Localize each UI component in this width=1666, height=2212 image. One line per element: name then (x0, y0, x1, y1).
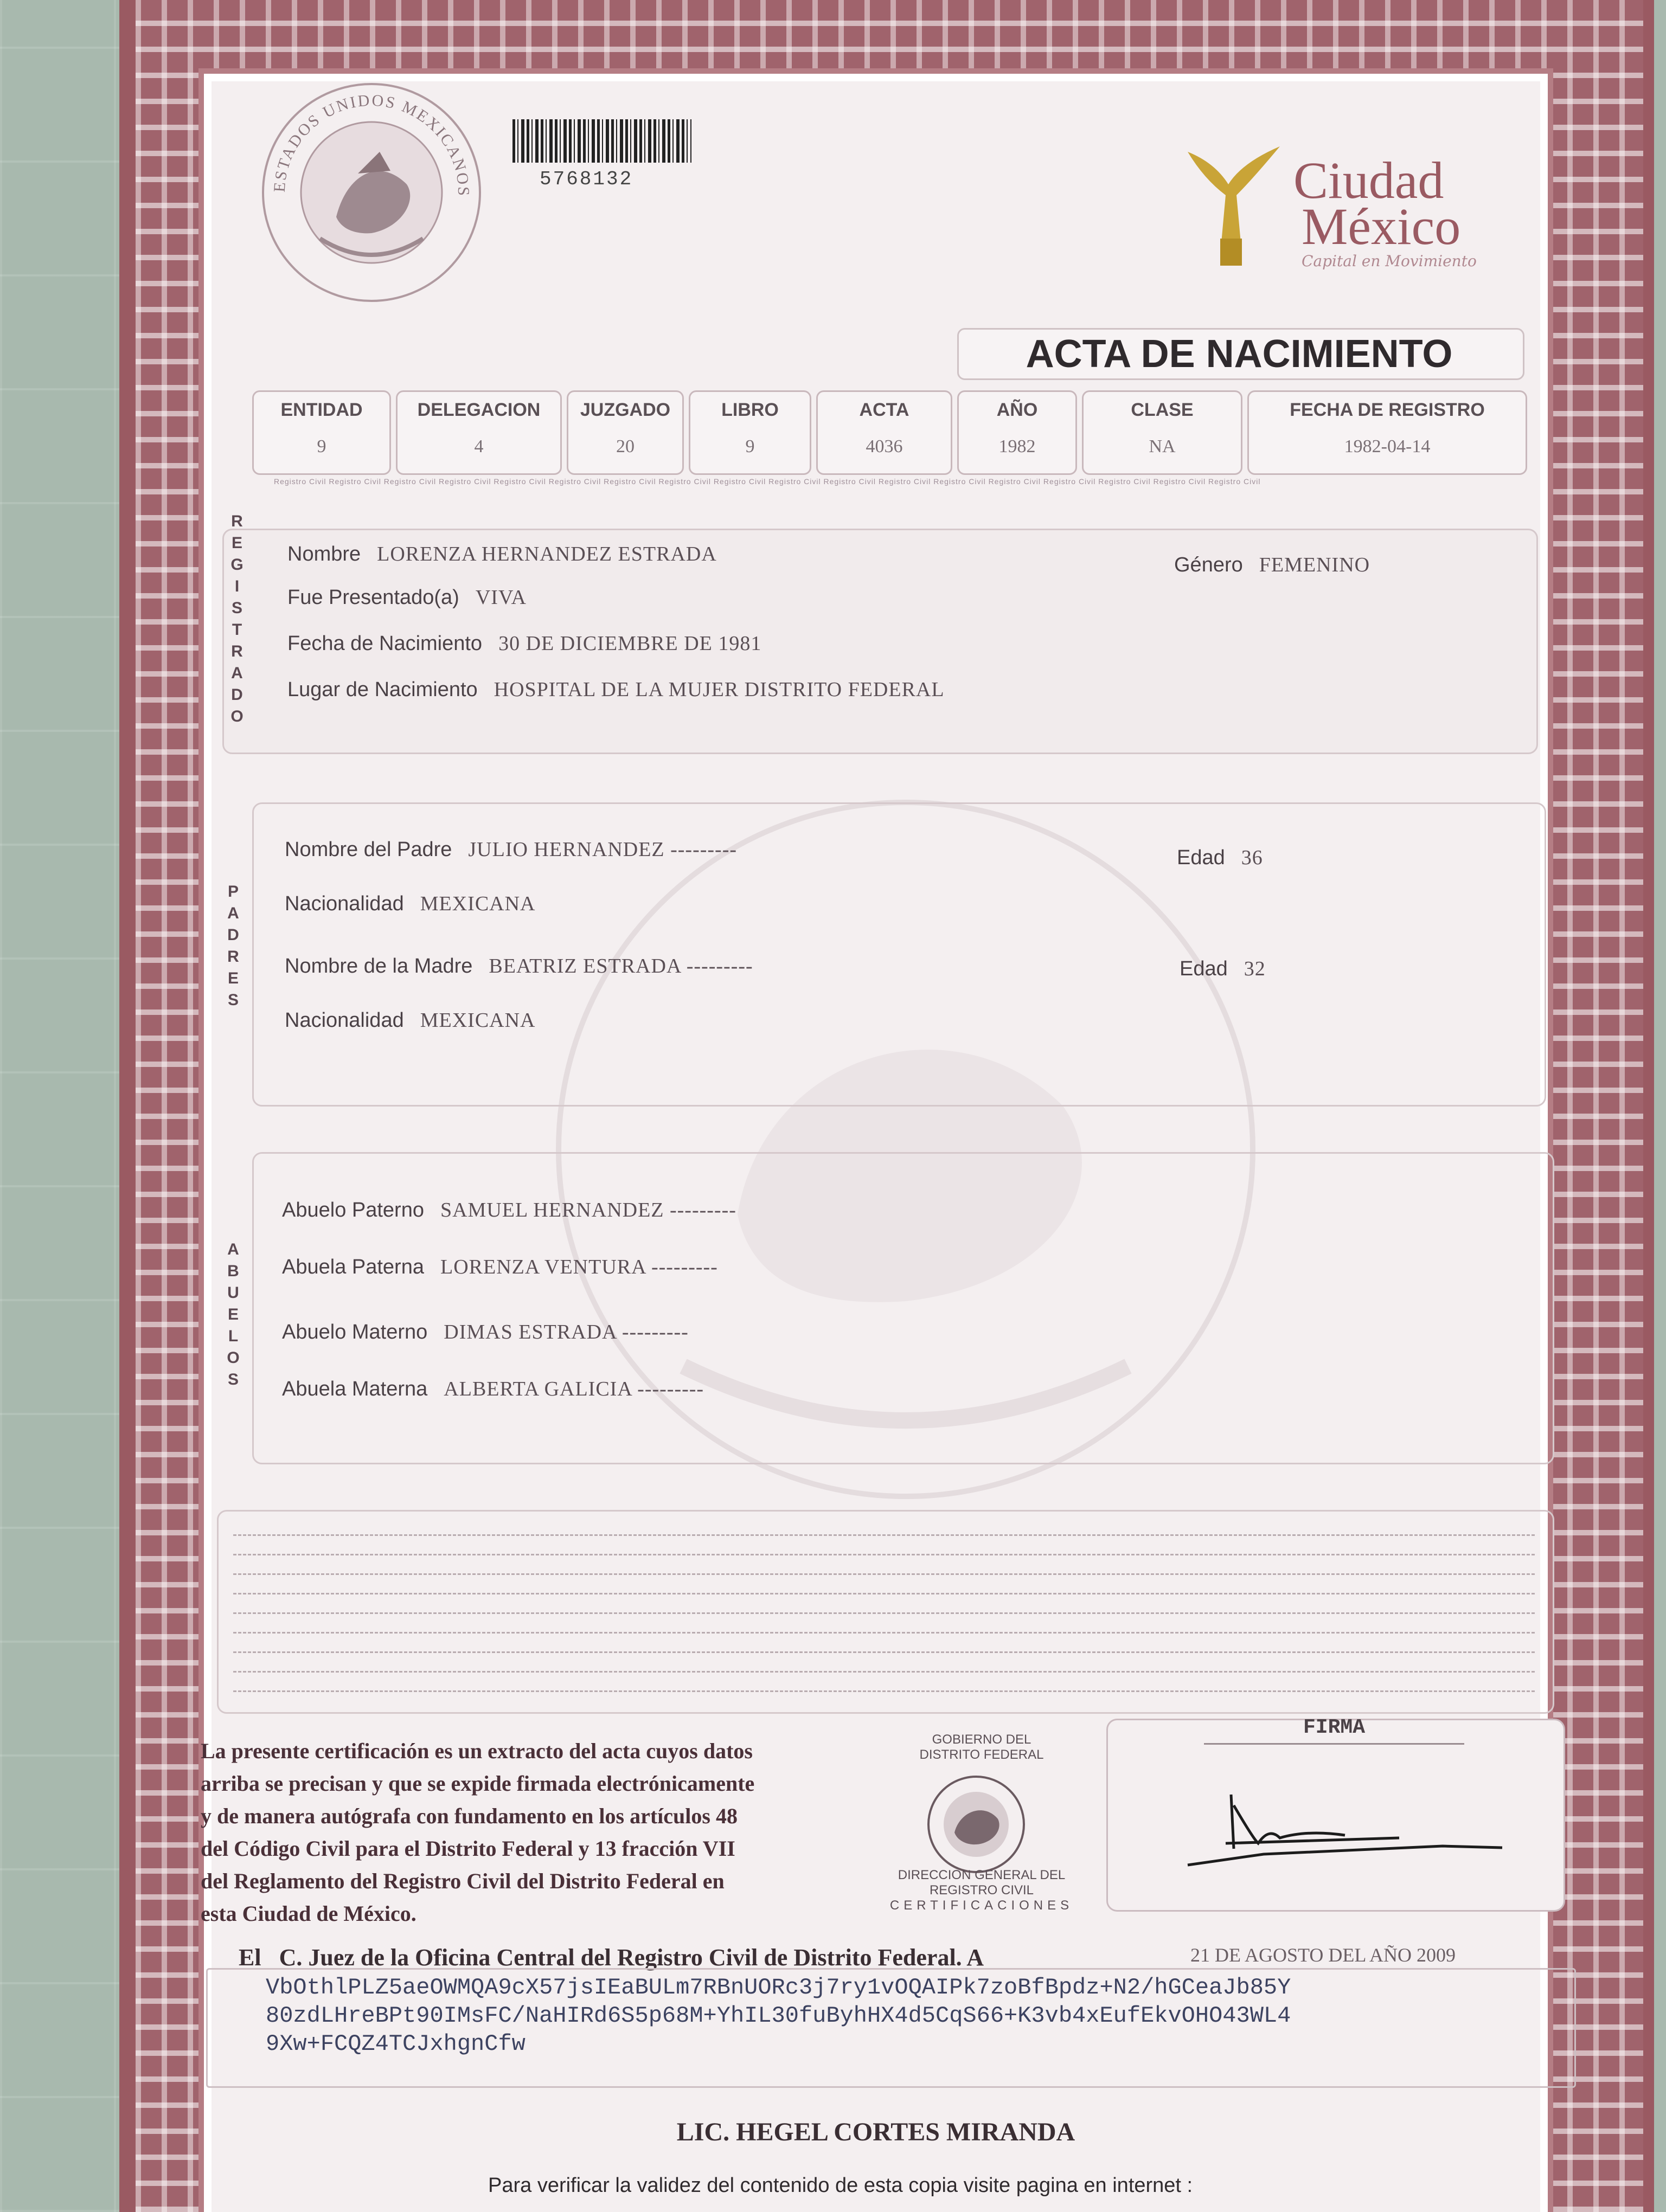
annotations-section (217, 1510, 1554, 1714)
mini-seal-bottom-line2: REGISTRO CIVIL (929, 1883, 1034, 1898)
mini-seal-bottom-line1: DIRECCION GENERAL DEL (898, 1868, 1066, 1882)
annotation-line (233, 1534, 1535, 1536)
header-field-value: 4036 (866, 436, 903, 456)
background-surface (0, 0, 136, 2212)
side-letter: T (232, 621, 242, 639)
side-letter: A (227, 904, 239, 922)
header-field-label: CLASE (1131, 400, 1194, 420)
handwritten-signature (1182, 1784, 1508, 1876)
mini-seal-top-line1: GOBIERNO DEL (932, 1732, 1031, 1747)
legal-text-line: arriba se precisan y que se expide firmada electrónicamente (201, 1771, 755, 1796)
side-letter: E (231, 534, 242, 552)
annotation-line (233, 1671, 1535, 1673)
abuelos-side-label (222, 1240, 244, 1392)
side-letter: B (227, 1262, 239, 1280)
madre-nacionalidad-row (285, 1008, 536, 1032)
abuela-materna-label: Abuela Materna (282, 1378, 428, 1400)
madre-edad-value: 32 (1244, 957, 1266, 980)
legal-text-line: y de manera autógrafa con fundamento en los artículos 48 (201, 1804, 738, 1828)
verify-text: Para verificar la validez del contenido de esta copia visite pagina en internet : (488, 2174, 1193, 2197)
lugar-nacimiento-label: Lugar de Nacimiento (287, 678, 478, 701)
padre-value: JULIO HERNANDEZ --------- (468, 838, 738, 861)
header-field-0 (252, 390, 391, 475)
annotation-line (233, 1632, 1535, 1634)
padres-side-label (222, 883, 244, 1013)
side-letter: O (230, 708, 244, 725)
legal-text-line: del Código Civil para el Distrito Federal y 13 fracción VII (201, 1836, 735, 1861)
madre-edad-row (1180, 957, 1266, 981)
mini-seal-top-line2: DISTRITO FEDERAL (919, 1747, 1044, 1762)
padre-nacionalidad-label: Nacionalidad (285, 892, 404, 915)
abuela-paterna-value: LORENZA VENTURA --------- (440, 1256, 718, 1278)
abuelo-paterno-row (282, 1198, 736, 1222)
side-letter: L (228, 1327, 239, 1345)
presentado-label: Fue Presentado(a) (287, 586, 459, 609)
side-letter: S (227, 1371, 239, 1388)
side-letter: U (227, 1284, 239, 1302)
legal-text (201, 1735, 884, 1930)
abuelo-materno-value: DIMAS ESTRADA --------- (444, 1321, 689, 1343)
code-line: 9Xw+FCQZ4TCJxhgnCfw (266, 2031, 526, 2057)
abuelo-materno-label: Abuelo Materno (282, 1321, 428, 1343)
fecha-nacimiento-row (287, 632, 761, 655)
header-field-value: 20 (616, 436, 635, 456)
header-field-2 (567, 390, 684, 475)
abuelo-paterno-label: Abuelo Paterno (282, 1199, 424, 1221)
header-field-7 (1247, 390, 1527, 475)
city-logo-line1: Ciudad (1293, 151, 1444, 209)
header-field-label: ENTIDAD (280, 400, 363, 420)
header-field-label: DELEGACION (417, 400, 541, 420)
city-logo-tagline: Capital en Movimiento (1302, 252, 1477, 270)
mini-seal-top (889, 1732, 1074, 1763)
side-letter: D (227, 926, 239, 944)
national-seal (255, 76, 488, 309)
madre-nacionalidad-label: Nacionalidad (285, 1009, 404, 1032)
mini-seal-bottom-line3: CERTIFICACIONES (889, 1898, 1074, 1913)
header-field-6 (1082, 390, 1242, 475)
header-field-label: JUZGADO (580, 400, 671, 420)
header-field-4 (816, 390, 952, 475)
firma-label: FIRMA (1303, 1716, 1366, 1739)
padre-edad-value: 36 (1241, 846, 1263, 869)
annotation-line (233, 1651, 1535, 1653)
annotation-line (233, 1573, 1535, 1575)
abuela-paterna-label: Abuela Paterna (282, 1256, 424, 1278)
header-field-5 (957, 390, 1077, 475)
abuelo-paterno-value: SAMUEL HERNANDEZ --------- (440, 1199, 736, 1221)
abuela-materna-value: ALBERTA GALICIA --------- (444, 1378, 704, 1400)
madre-nacionalidad-value: MEXICANA (420, 1009, 536, 1032)
side-letter: E (227, 969, 239, 987)
side-letter: A (231, 664, 243, 682)
side-letter: E (227, 1306, 239, 1323)
annotation-line (233, 1554, 1535, 1555)
legal-text-line: del Reglamento del Registro Civil del Distrito Federal en (201, 1869, 725, 1893)
security-strip: Registro Civil Registro Civil Registro Civil Registro Civil Registro Civil Registro Civil Registro Civil Registro Civil Registro Civil Registro Civil Registro Civil Registro Civil Registro Civil Registro Civil Registro Civil Registro Civil Registro Civil Registro Civil (274, 477, 1261, 486)
header-field-label: FECHA DE REGISTRO (1290, 400, 1485, 420)
annotation-line (233, 1690, 1535, 1692)
side-letter: R (231, 642, 243, 660)
header-field-value: 9 (745, 436, 755, 456)
genero-label: Género (1174, 554, 1243, 576)
header-field-value: NA (1149, 436, 1176, 456)
signer-name: LIC. HEGEL CORTES MIRANDA (676, 2118, 1075, 2146)
annotation-line (233, 1612, 1535, 1614)
header-field-value: 9 (317, 436, 326, 456)
header-field-value: 1982 (998, 436, 1036, 456)
lugar-nacimiento-row (287, 678, 945, 702)
barcode-number: 5768132 (540, 168, 633, 190)
registrado-side-label (226, 512, 248, 729)
side-letter: O (227, 1349, 240, 1367)
abuelo-materno-row (282, 1320, 689, 1344)
lugar-nacimiento-value: HOSPITAL DE LA MUJER DISTRITO FEDERAL (494, 678, 945, 701)
juez-line: El C. Juez de la Oficina Central del Registro Civil de Distrito Federal. A (239, 1944, 984, 1971)
side-letter: A (227, 1240, 239, 1258)
header-field-1 (396, 390, 562, 475)
electronic-signature-code (266, 1973, 1291, 2058)
header-field-value: 4 (474, 436, 484, 456)
barcode (512, 119, 691, 163)
legal-text-line: esta Ciudad de México. (201, 1901, 416, 1926)
side-letter: R (227, 948, 239, 966)
annotation-line (233, 1593, 1535, 1594)
side-letter: D (231, 686, 243, 704)
abuela-materna-row (282, 1377, 704, 1401)
document-title: ACTA DE NACIMIENTO (1026, 332, 1453, 376)
header-field-label: LIBRO (721, 400, 779, 420)
genero-row (1174, 553, 1370, 577)
side-letter: P (227, 883, 239, 901)
header-field-3 (689, 390, 811, 475)
presentado-row (287, 586, 527, 609)
padre-edad-row (1177, 846, 1263, 870)
header-field-value: 1982-04-14 (1344, 436, 1431, 456)
madre-label: Nombre de la Madre (285, 955, 473, 978)
code-line: VbOthlPLZ5aeOWMQA9cX57jsIEaBULm7RBnUORc3j7ry1vOQAIPk7zoBfBpdz+N2/hGCeaJb85Y (266, 1975, 1291, 2001)
seal-text: ESTADOS UNIDOS MEXICANOS (270, 91, 473, 198)
presentado-value: VIVA (475, 586, 527, 609)
padre-row (285, 838, 737, 861)
firma-underline (1204, 1743, 1464, 1745)
city-logo-line2: México (1302, 197, 1461, 255)
padre-nacionalidad-value: MEXICANA (420, 892, 536, 915)
madre-edad-label: Edad (1180, 957, 1228, 980)
date-line: 21 DE AGOSTO DEL AÑO 2009 (1190, 1944, 1456, 1966)
angel-logo-icon (1177, 130, 1285, 271)
side-letter: I (234, 577, 240, 595)
fecha-nacimiento-value: 30 DE DICIEMBRE DE 1981 (498, 632, 762, 655)
padre-edad-label: Edad (1177, 846, 1225, 869)
padre-label: Nombre del Padre (285, 838, 452, 861)
madre-row (285, 954, 753, 978)
side-letter: G (230, 556, 244, 574)
nombre-label: Nombre (287, 543, 361, 565)
legal-text-line: La presente certificación es un extracto del acta cuyos datos (201, 1739, 753, 1763)
side-letter: R (231, 512, 243, 530)
madre-value: BEATRIZ ESTRADA --------- (489, 955, 753, 978)
header-field-label: ACTA (859, 400, 909, 420)
header-field-label: AÑO (996, 400, 1038, 420)
abuela-paterna-row (282, 1255, 718, 1279)
side-letter: S (227, 991, 239, 1009)
fecha-nacimiento-label: Fecha de Nacimiento (287, 632, 483, 655)
mini-seal-icon (925, 1773, 1028, 1876)
mini-seal-bottom (879, 1868, 1085, 1913)
registrado-nombre-row (287, 542, 717, 566)
side-letter: S (231, 599, 242, 617)
genero-value: FEMENINO (1259, 554, 1370, 576)
padre-nacionalidad-row (285, 892, 536, 916)
code-line: 80zdLHreBPt90IMsFC/NaHIRd6S5p68M+YhIL30fuByhHX4d5CqS66+K3vb4xEufEkvOHO43WL4 (266, 2003, 1291, 2029)
nombre-value: LORENZA HERNANDEZ ESTRADA (377, 543, 717, 565)
